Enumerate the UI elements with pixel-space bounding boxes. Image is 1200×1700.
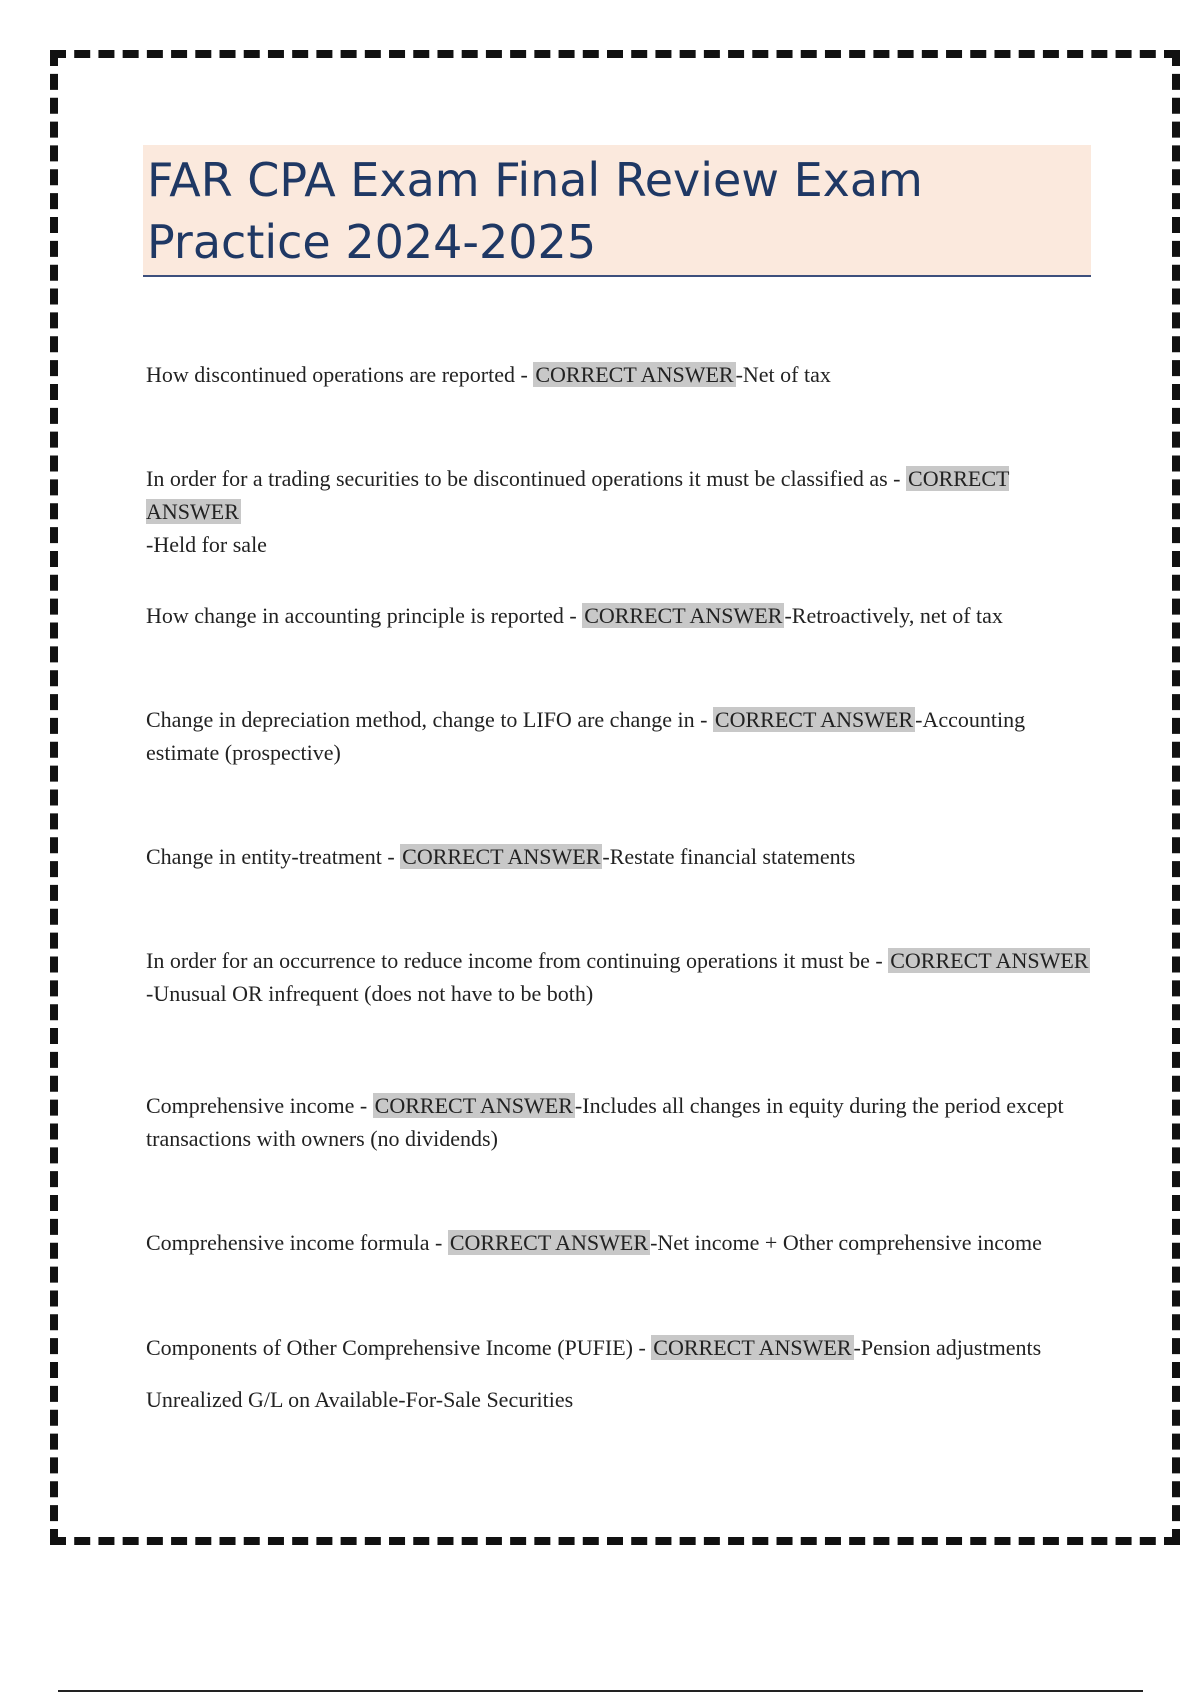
qa-item-9 bbox=[146, 1331, 1096, 1416]
correct-answer-tag: CORRECT ANSWER bbox=[714, 707, 914, 732]
question-text: How change in accounting principle is reported - bbox=[146, 603, 583, 628]
correct-answer-tag: CORRECT ANSWER bbox=[890, 948, 1089, 973]
question-text: In order for an occurrence to reduce income from continuing operations it must be - bbox=[146, 948, 889, 973]
page-title-line-2: Practice 2024-2025 bbox=[147, 215, 597, 269]
answer-text: -Held for sale bbox=[146, 532, 267, 557]
answer-text: -Retroactively, net of tax bbox=[784, 603, 1003, 628]
correct-answer-tag: CORRECT ANSWER bbox=[146, 466, 1010, 524]
question-text: Comprehensive income formula - bbox=[146, 1230, 448, 1255]
question-text: How discontinued operations are reported - bbox=[146, 362, 534, 387]
correct-answer-tag: CORRECT ANSWER bbox=[402, 844, 601, 869]
qa-item-4 bbox=[146, 703, 1096, 769]
answer-text: -Includes all changes in equity during the period except transactions with owners (no dividends) bbox=[146, 1093, 1064, 1151]
qa-item-6 bbox=[146, 944, 1096, 1010]
answer-text: -Unusual OR infrequent (does not have to be both) bbox=[146, 981, 594, 1006]
correct-answer-tag: CORRECT ANSWER bbox=[653, 1335, 852, 1360]
title-block bbox=[143, 145, 1091, 277]
answer-text: -Accounting estimate (prospective) bbox=[146, 707, 1026, 765]
page-title-line-1: FAR CPA Exam Final Review Exam bbox=[147, 153, 923, 207]
correct-answer-tag: CORRECT ANSWER bbox=[535, 362, 734, 387]
question-text: Components of Other Comprehensive Income (PUFIE) - bbox=[146, 1335, 652, 1360]
question-text: Change in entity-treatment - bbox=[146, 844, 401, 869]
qa-item-8 bbox=[146, 1226, 1096, 1259]
correct-answer-tag: CORRECT ANSWER bbox=[449, 1230, 649, 1255]
answer-text: -Restate financial statements bbox=[602, 844, 856, 869]
qa-item-3 bbox=[146, 599, 1096, 632]
qa-item-2 bbox=[146, 462, 1096, 561]
footer-rule bbox=[58, 1690, 1143, 1692]
qa-item-5 bbox=[146, 840, 1096, 873]
answer-text: -Net of tax bbox=[735, 362, 831, 387]
question-text: In order for a trading securities to be discontinued operations it must be classified as - bbox=[146, 466, 907, 491]
answer-text-continuation: Unrealized G/L on Available-For-Sale Securities bbox=[146, 1387, 574, 1412]
qa-item-7 bbox=[146, 1089, 1096, 1155]
question-text: Change in depreciation method, change to LIFO are change in - bbox=[146, 707, 713, 732]
answer-text: -Net income + Other comprehensive income bbox=[650, 1230, 1042, 1255]
answer-text: -Pension adjustments bbox=[853, 1335, 1042, 1360]
correct-answer-tag: CORRECT ANSWER bbox=[374, 1093, 573, 1118]
correct-answer-tag: CORRECT ANSWER bbox=[584, 603, 783, 628]
question-text: Comprehensive income - bbox=[146, 1093, 373, 1118]
qa-item-1 bbox=[146, 358, 1096, 391]
